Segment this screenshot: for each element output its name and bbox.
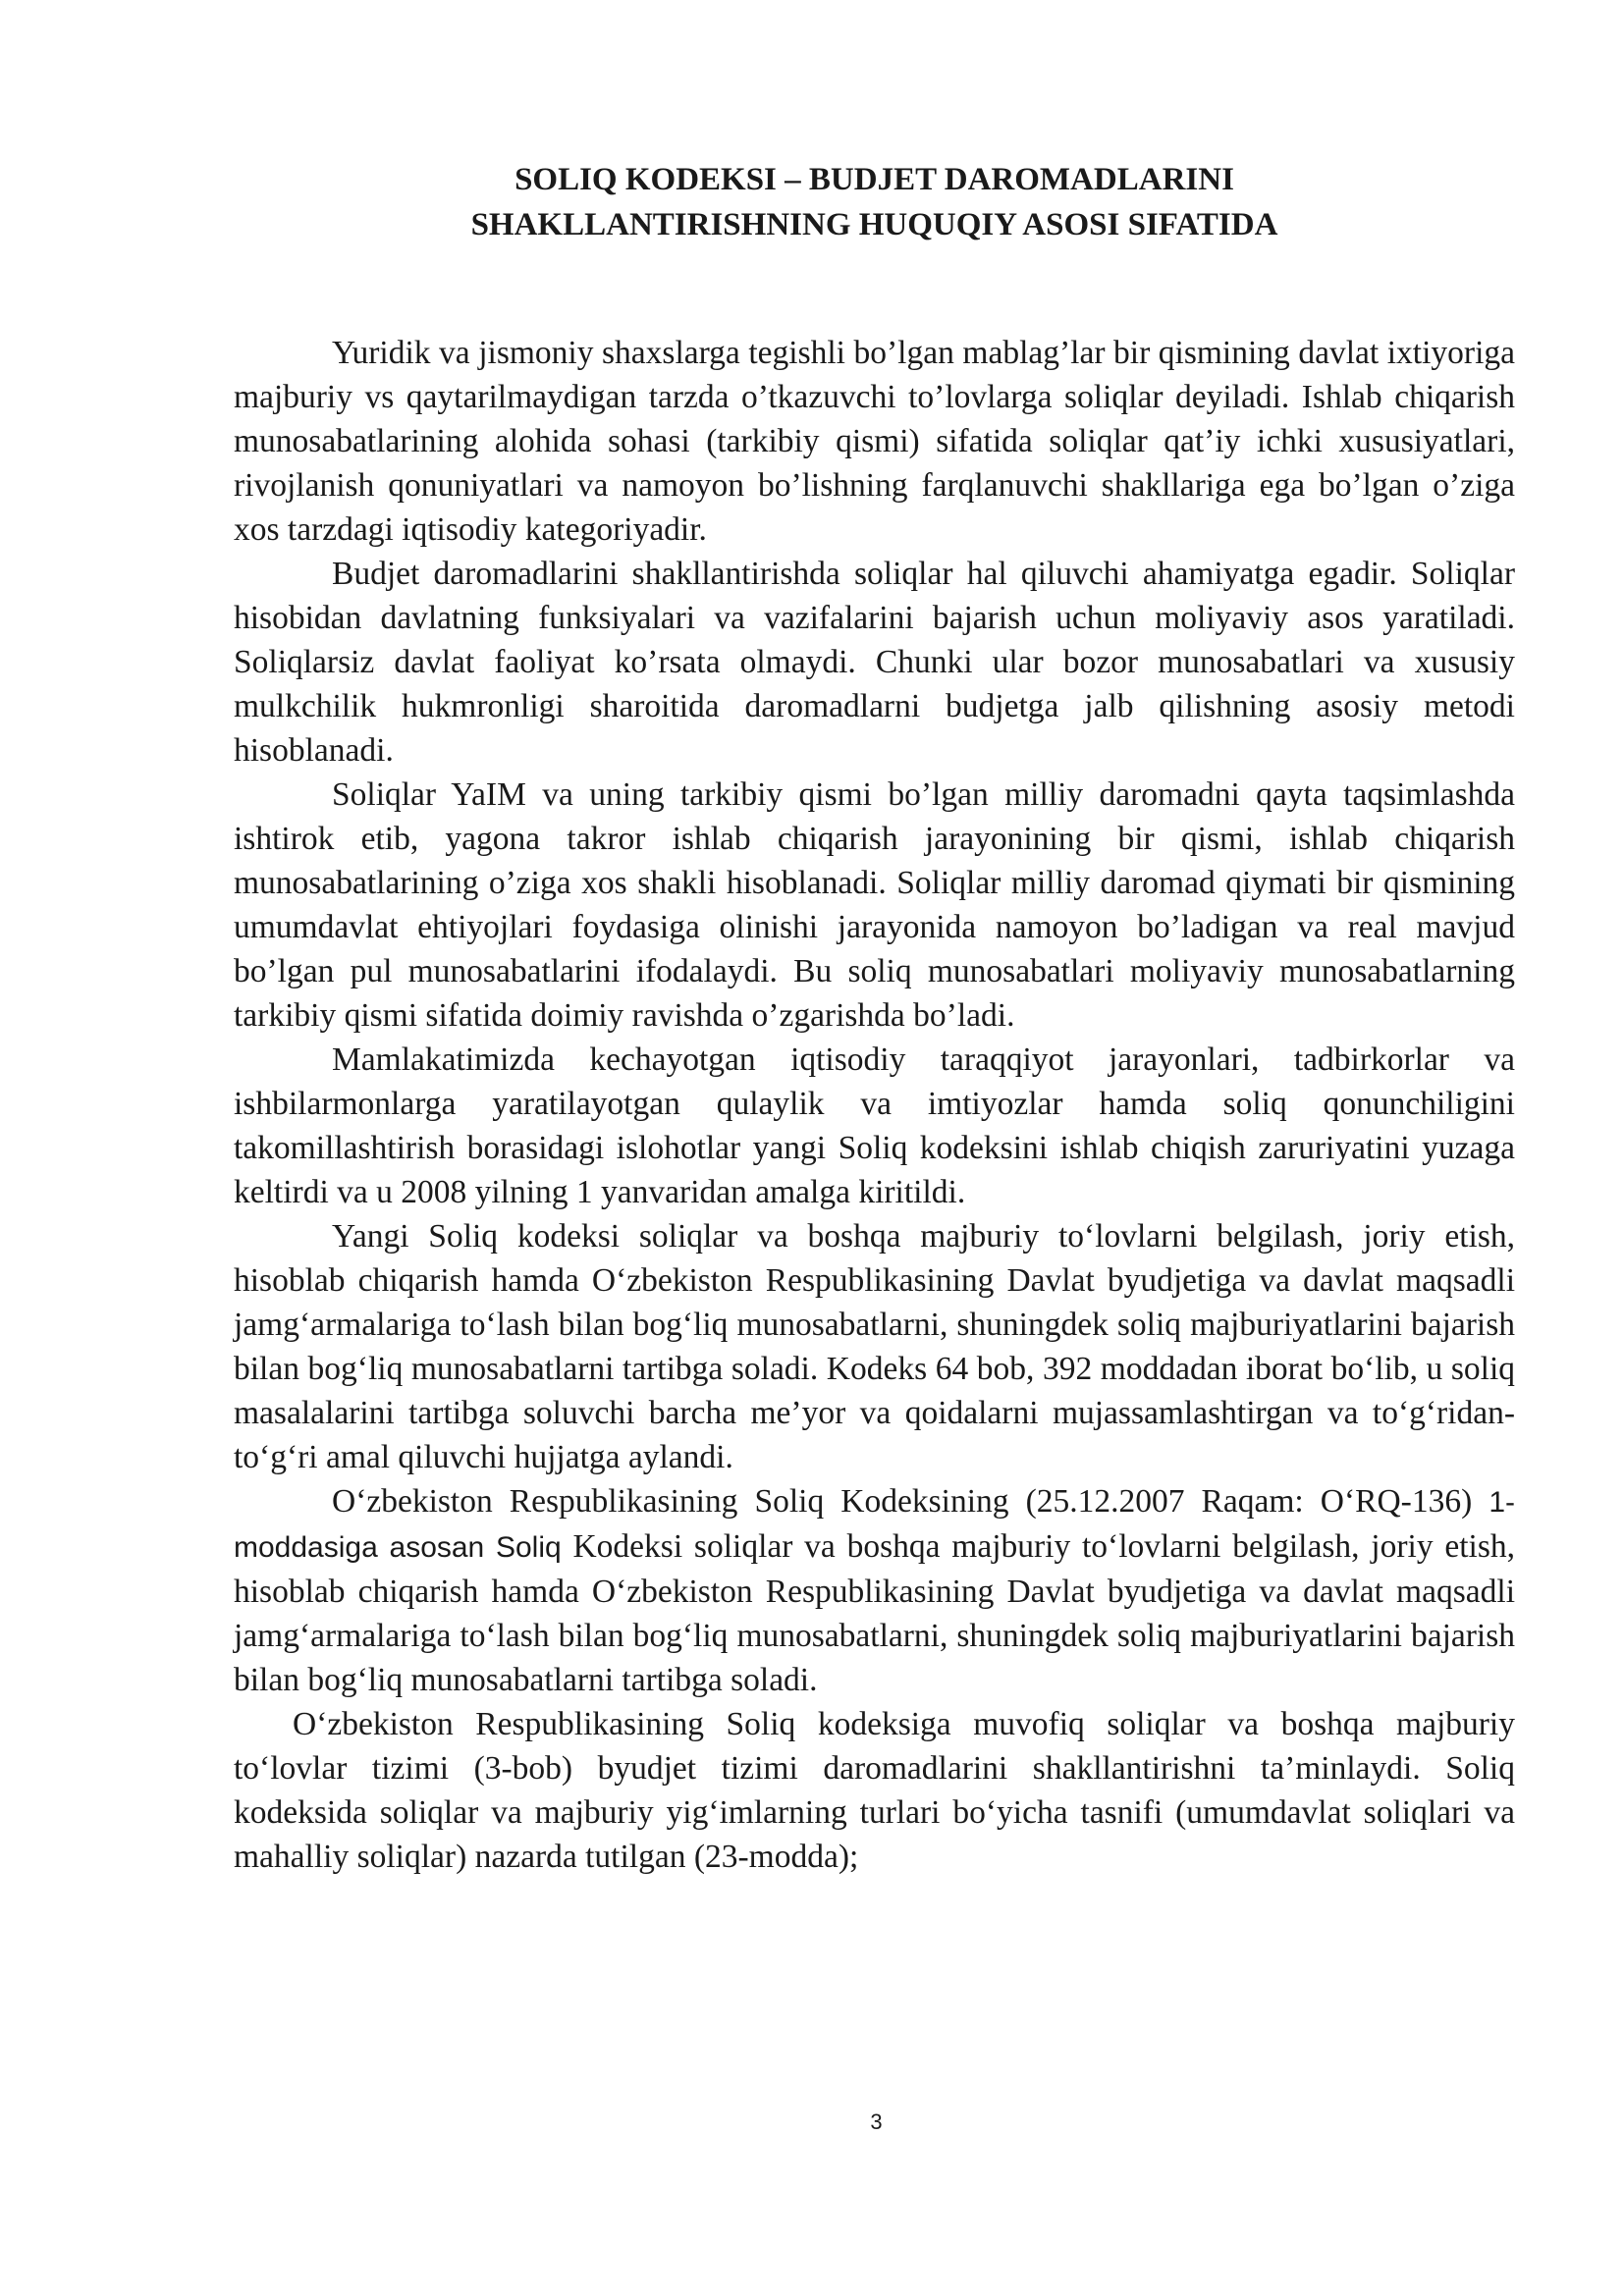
title-line-1: SOLIQ KODEKSI – BUDJET DAROMADLARINI [514, 162, 1234, 197]
paragraph-1: Yuridik va jismoniy shaxslarga tegishli bo’lgan mablag’lar bir qismining davlat ixtiyoriga majburiy vs qaytarilmaydigan tarzda o’tkazuvchi to’lovlarga soliqlar deyiladi. Ishlab chiqarish munosabatlarining alohida sohasi (tarkibiy qismi) sifatida soliqlar qat’iy ichki xususiyatlari, rivojlanish qonuniyatlari va namoyon bo’lishning farqlanuvchi shakllariga ega bo’lgan o’ziga xos tarzdagi iqtisodiy kategoriyadir. [234, 335, 1515, 548]
document-title [234, 157, 1515, 247]
paragraph-2: Budjet daromadlarini shakllantirishda soliqlar hal qiluvchi ahamiyatga egadir. Soliqlar hisobidan davlatning funksiyalari va vazifalarini bajarish uchun moliyaviy asos yaratiladi. Soliqlarsiz davlat faoliyat ko’rsata olmaydi. Chunki ular bozor munosabatlari va xususiy mulkchilik hukmronligi sharoitida daromadlarni budjetga jalb qilishning asosiy metodi hisoblanadi. [234, 556, 1515, 769]
paragraph-5: Yangi Soliq kodeksi soliqlar va boshqa majburiy to‘lovlarni belgilash, joriy etish, hisoblab chiqarish hamda O‘zbekiston Respublikasining Davlat byudjetiga va davlat maqsadli jamg‘armalariga to‘lash bilan bog‘liq munosabatlarni, shuningdek soliq majburiyatlarini bajarish bilan bog‘liq munosabatlarni tartibga soladi. Kodeks 64 bob, 392 moddadan iborat bo‘lib, u soliq masalalarini tartibga soluvchi barcha me’yor va qoidalarni mujassamlashtirgan va to‘g‘ridan-to‘g‘ri amal qiluvchi hujjatga aylandi. [234, 1218, 1515, 1475]
page-number: 3 [870, 2109, 883, 2134]
title-line-2: SHAKLLANTIRISHNING HUQUQIY ASOSI SIFATIDA [470, 207, 1278, 242]
paragraph-6-part-2: Kodeksi soliqlar va boshqa majburiy to‘lovlarni belgilash, joriy etish, hisoblab chiqarish hamda O‘zbekiston Respublikasining Davlat byudjetiga va davlat maqsadli jamg‘armalariga to‘lash bilan bog‘liq munosabatlarni, shuningdek soliq majburiyatlarini bajarish bilan bog‘liq munosabatlarni tartibga soladi. [234, 1528, 1515, 1698]
paragraph-6-sans-run: 1-moddasiga asosan Soliq [234, 1486, 1515, 1564]
body-text [234, 331, 1515, 1879]
paragraph-4: Mamlakatimizda kechayotgan iqtisodiy taraqqiyot jarayonlari, tadbirkorlar va ishbilarmonlarga yaratilayotgan qulaylik va imtiyozlar hamda soliq qonunchiligini takomillashtirish borasidagi islohotlar yangi Soliq kodeksini ishlab chiqish zaruriyatini yuzaga keltirdi va u 2008 yilning 1 yanvaridan amalga kiritildi. [234, 1041, 1515, 1210]
paragraph-6-part-1: O‘zbekiston Respublikasining Soliq Kodeksining (25.12.2007 Raqam: O‘RQ-136) [332, 1483, 1489, 1520]
paragraph-7: O‘zbekiston Respublikasining Soliq kodeksiga muvofiq soliqlar va boshqa majburiy to‘lovlar tizimi (3-bob) byudjet tizimi daromadlarini shakllantirishni ta’minlaydi. Soliq kodeksida soliqlar va majburiy yig‘imlarning turlari bo‘yicha tasnifi (umumdavlat soliqlari va mahalliy soliqlar) nazarda tutilgan (23-modda); [234, 1706, 1515, 1875]
paragraph-3: Soliqlar YaIM va uning tarkibiy qismi bo’lgan milliy daromadni qayta taqsimlashda ishtirok etib, yagona takror ishlab chiqarish jarayonining bir qismi, ishlab chiqarish munosabatlarining o’ziga xos shakli hisoblanadi. Soliqlar milliy daromad qiymati bir qismining umumdavlat ehtiyojlari foydasiga olinishi jarayonida namoyon bo’ladigan va real mavjud bo’lgan pul munosabatlarini ifodalaydi. Bu soliq munosabatlari moliyaviy munosabatlarning tarkibiy qismi sifatida doimiy ravishda o’zgarishda bo’ladi. [234, 776, 1515, 1034]
paragraph-6 [234, 1479, 1515, 1702]
